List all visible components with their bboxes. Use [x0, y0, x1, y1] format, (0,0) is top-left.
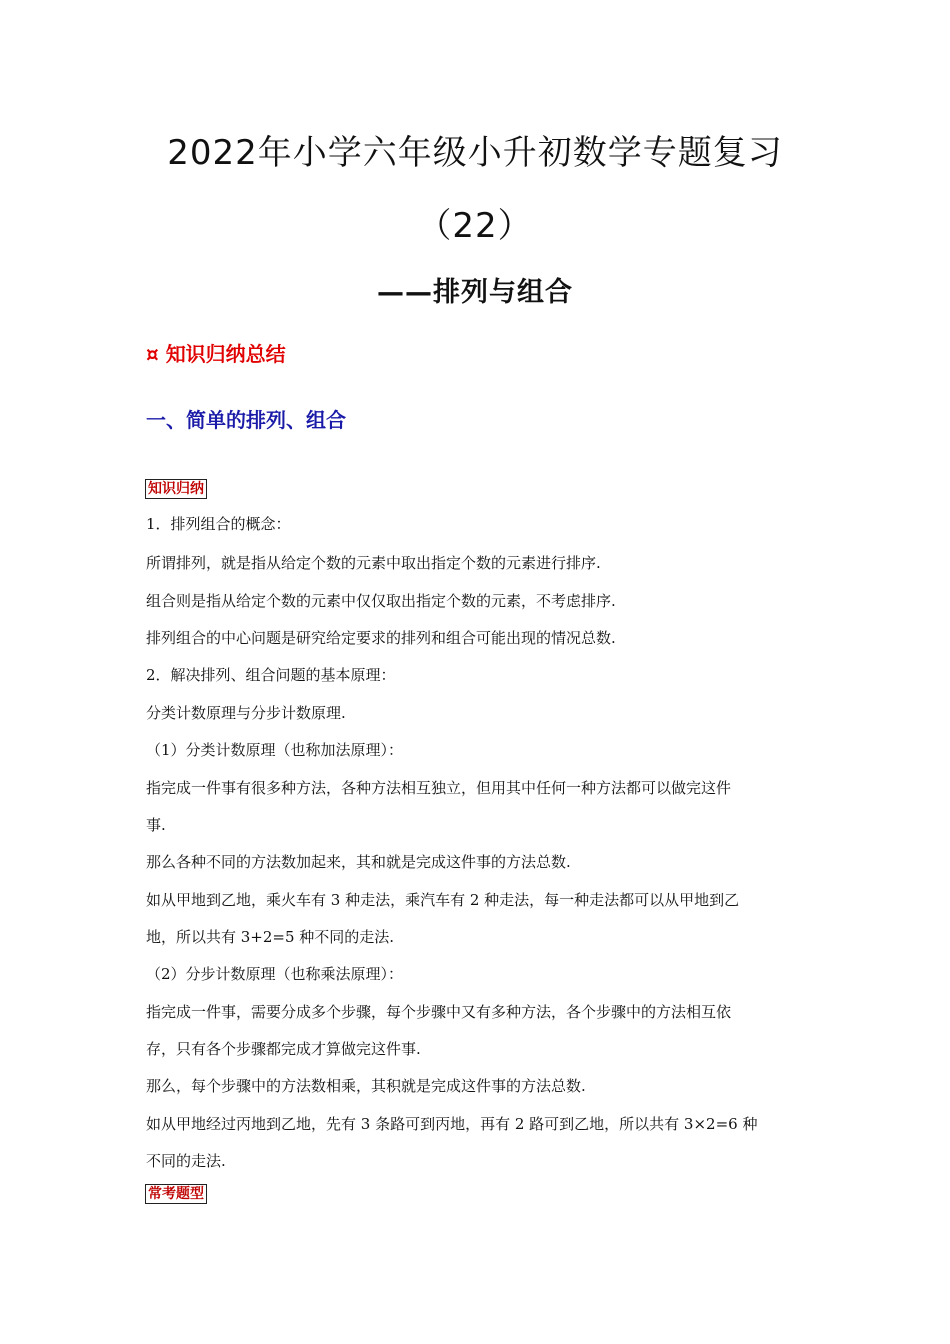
body-line: 不同的走法.: [146, 1152, 226, 1170]
body-line: 指完成一件事有很多种方法，各种方法相互独立，但用其中任何一种方法都可以做完这件: [146, 779, 732, 797]
tag-common-questions: 常考题型: [145, 1184, 207, 1204]
body-line: 2．解决排列、组合问题的基本原理：: [146, 666, 396, 684]
document-title: 2022年小学六年级小升初数学专题复习: [167, 133, 783, 173]
document-title-number: （22）: [417, 206, 533, 246]
tag-knowledge: 知识归纳: [145, 479, 207, 499]
body-line: 组合则是指从给定个数的元素中仅仅取出指定个数的元素，不考虑排序.: [146, 592, 616, 610]
body-line: 存，只有各个步骤都完成才算做完这件事.: [146, 1040, 421, 1058]
body-line: 指完成一件事，需要分成多个步骤，每个步骤中又有多种方法，各个步骤中的方法相互依: [146, 1003, 732, 1021]
body-line: 如从甲地到乙地，乘火车有 3 种走法，乘汽车有 2 种走法，每一种走法都可以从甲地到乙: [146, 891, 740, 909]
body-line: 地，所以共有 3+2=5 种不同的走法.: [146, 928, 395, 946]
body-line: 分类计数原理与分步计数原理.: [146, 704, 346, 722]
body-line: 如从甲地经过丙地到乙地，先有 3 条路可到丙地，再有 2 路可到乙地，所以共有 3×2=6 种: [146, 1115, 758, 1133]
body-line: 1．排列组合的概念：: [146, 515, 291, 533]
body-line: 排列组合的中心问题是研究给定要求的排列和组合可能出现的情况总数.: [146, 629, 616, 647]
body-line: 那么，每个步骤中的方法数相乘，其积就是完成这件事的方法总数.: [146, 1077, 586, 1095]
section-heading-simple-permutation: 一、简单的排列、组合: [146, 408, 346, 432]
body-line: 事.: [146, 816, 166, 834]
section-heading-summary: ¤ 知识归纳总结: [146, 342, 286, 366]
body-line: （1）分类计数原理（也称加法原理）：: [146, 741, 404, 759]
body-line: 那么各种不同的方法数加起来，其和就是完成这件事的方法总数.: [146, 853, 571, 871]
body-line: 所谓排列，就是指从给定个数的元素中取出指定个数的元素进行排序.: [146, 554, 601, 572]
body-line: （2）分步计数原理（也称乘法原理）：: [146, 965, 404, 983]
document-subtitle: ——排列与组合: [377, 277, 573, 308]
